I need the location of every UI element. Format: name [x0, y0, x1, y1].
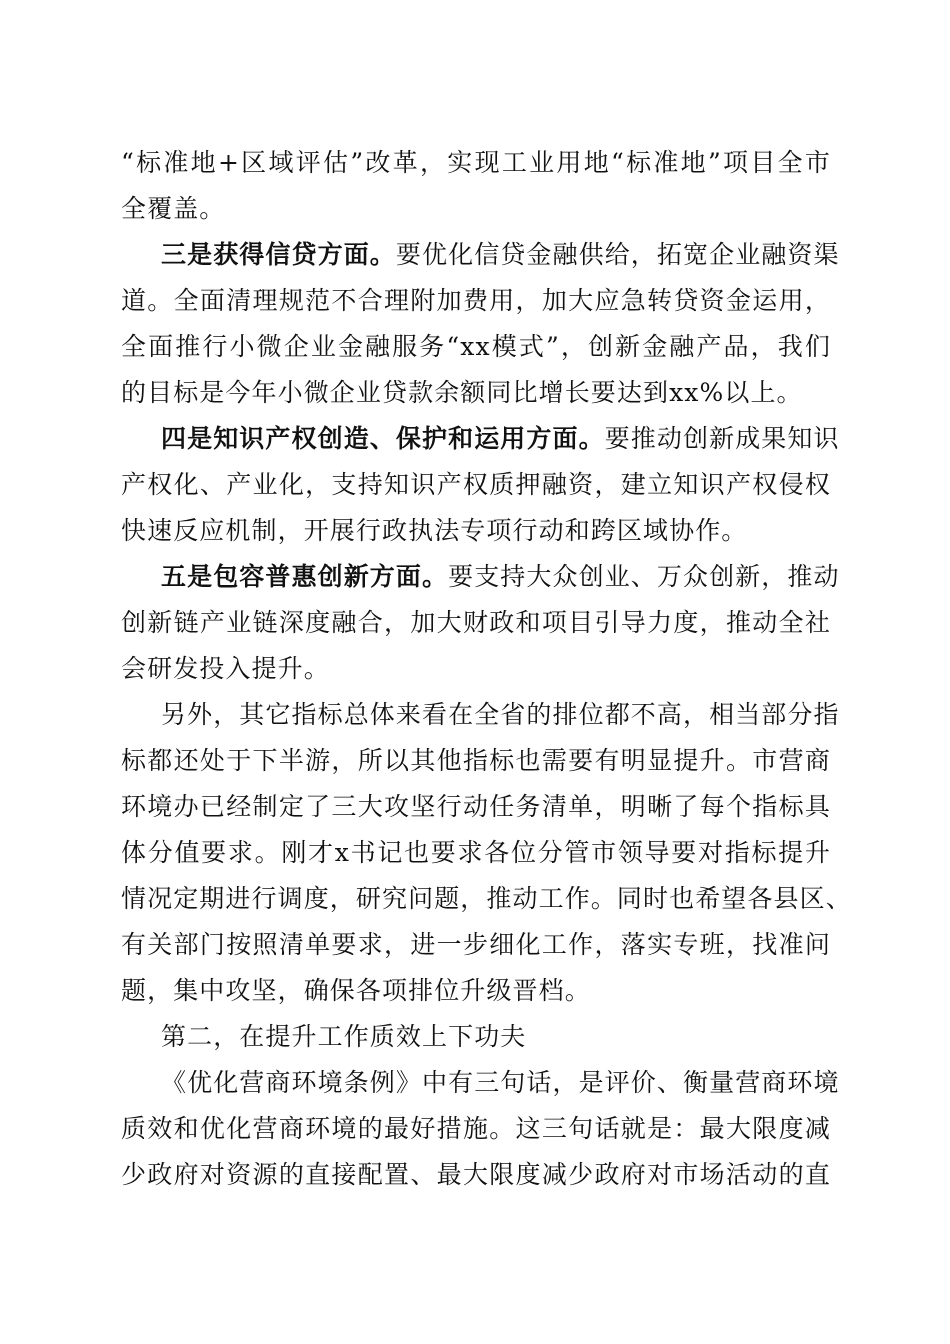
- paragraph-line: [121, 786, 831, 828]
- text-run: 要优化信贷金融供给，拓宽企业融资渠: [395, 240, 840, 269]
- section-heading-credit: 三是获得信贷方面。: [161, 240, 396, 269]
- paragraph-line: [121, 234, 840, 276]
- text-run: 《优化营商环境条例》中有三句话，是评价、衡量营商环境: [161, 1068, 840, 1097]
- paragraph-line: [121, 142, 831, 184]
- text-run: 标都还处于下半游，所以其他指标也需要有明显提升。市营商: [121, 746, 831, 775]
- paragraph-line: [121, 602, 831, 644]
- paragraph-line: [121, 188, 831, 230]
- text-run: 质效和优化营商环境的最好措施。这三句话就是：最大限度减: [121, 1114, 831, 1143]
- paragraph-line: [121, 648, 831, 690]
- text-run: 有关部门按照清单要求，进一步细化工作，落实专班，找准问: [121, 930, 831, 959]
- paragraph-line: [121, 372, 831, 414]
- text-run: 全面推行小微企业金融服务“xx模式”，创新金融产品，我们: [121, 332, 831, 361]
- text-run: 另外，其它指标总体来看在全省的排位都不高，相当部分指: [161, 700, 840, 729]
- text-run: 快速反应机制，开展行政执法专项行动和跨区域协作。: [121, 516, 748, 545]
- document-body: [121, 142, 852, 1200]
- paragraph-line: [121, 418, 840, 460]
- paragraph-line: [121, 970, 831, 1012]
- paragraph-line: [121, 464, 831, 506]
- text-run: 第二，在提升工作质效上下功夫: [161, 1022, 527, 1051]
- text-run: 体分值要求。刚才x书记也要求各位分管市领导要对指标提升: [121, 838, 831, 867]
- text-run: 的目标是今年小微企业贷款余额同比增长要达到xx%以上。: [121, 378, 803, 407]
- paragraph-line: [121, 280, 831, 322]
- paragraph-line: [121, 878, 852, 920]
- text-run: 产权化、产业化，支持知识产权质押融资，建立知识产权侵权: [121, 470, 831, 499]
- text-run: “标准地+区域评估”改革，实现工业用地“标准地”项目全市: [121, 148, 831, 177]
- text-run: 要支持大众创业、万众创新，推动: [448, 562, 840, 591]
- section-heading-ip: 四是知识产权创造、保护和运用方面。: [161, 424, 605, 453]
- text-run: 题，集中攻坚，确保各项排位升级晋档。: [121, 976, 591, 1005]
- paragraph-line: [121, 740, 831, 782]
- paragraph-line: [121, 1108, 831, 1150]
- text-run: 要推动创新成果知识: [604, 424, 840, 453]
- paragraph-line: [121, 326, 831, 368]
- text-run: 环境办已经制定了三大攻坚行动任务清单，明晰了每个指标具: [121, 792, 831, 821]
- text-run: 少政府对资源的直接配置、最大限度减少政府对市场活动的直: [121, 1160, 831, 1189]
- paragraph-line: [121, 694, 840, 736]
- paragraph-line: [121, 832, 831, 874]
- text-run: 情况定期进行调度，研究问题，推动工作。同时也希望各县区、: [121, 884, 852, 913]
- text-run: 创新链产业链深度融合，加大财政和项目引导力度，推动全社: [121, 608, 831, 637]
- paragraph-line: [121, 1154, 831, 1196]
- text-run: 道。全面清理规范不合理附加费用，加大应急转贷资金运用，: [121, 286, 831, 315]
- paragraph-line: [121, 510, 831, 552]
- paragraph-line: [121, 924, 831, 966]
- text-run: 全覆盖。: [121, 194, 226, 223]
- paragraph-line: [121, 556, 840, 598]
- section-heading-innovation: 五是包容普惠创新方面。: [161, 562, 449, 591]
- paragraph-line: [121, 1062, 840, 1104]
- section-title: [121, 1016, 831, 1058]
- text-run: 会研发投入提升。: [121, 654, 330, 683]
